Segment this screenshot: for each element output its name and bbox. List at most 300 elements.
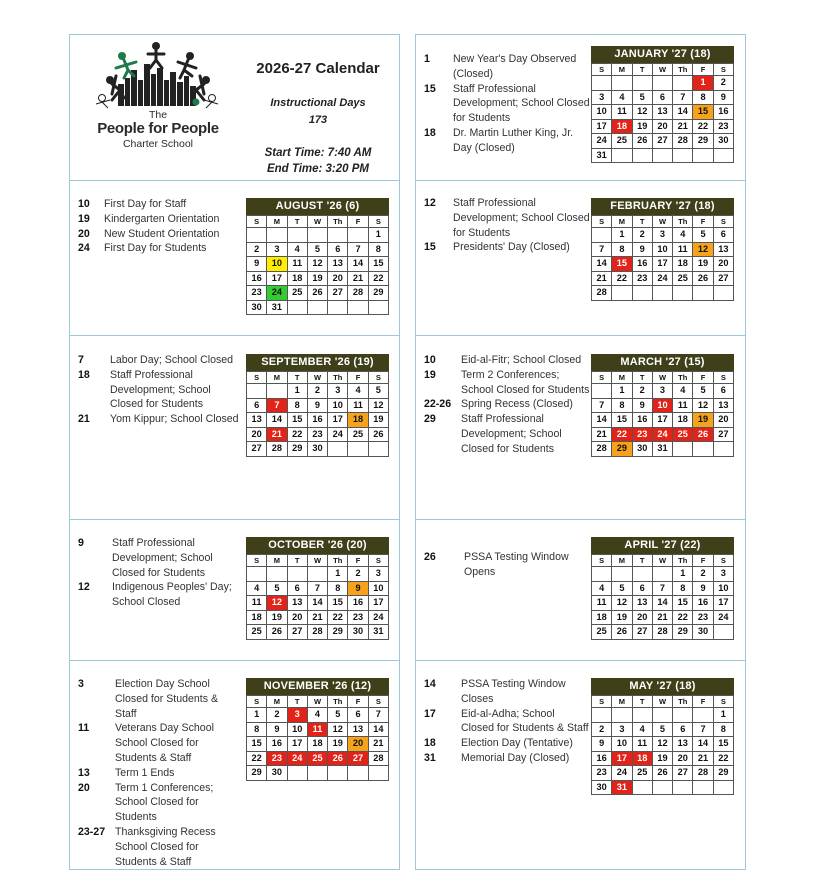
calendar-day: 19	[693, 257, 713, 272]
calendar-day: 20	[632, 610, 652, 625]
event-text: Labor Day; School Closed	[110, 354, 234, 366]
calendar-empty-cell	[713, 148, 733, 163]
weekday-header: S	[713, 372, 733, 384]
calendar-day: 3	[652, 384, 672, 399]
event-text: Staff Professional Development; School Closed for Students	[112, 537, 213, 579]
calendar-empty-cell	[693, 442, 713, 457]
event-date: 21	[78, 413, 90, 426]
event-date: 18	[78, 368, 90, 381]
event-date: 19	[424, 368, 436, 381]
event-item	[78, 825, 240, 869]
calendar-day: 31	[267, 300, 287, 315]
calendar-day: 16	[632, 257, 652, 272]
event-text: Term 2 Conferences; School Closed for Students	[461, 368, 590, 396]
event-date: 10	[78, 198, 90, 210]
weekday-header: S	[592, 64, 612, 76]
calendar-day: 14	[592, 413, 612, 428]
weekday-header: T	[632, 696, 652, 708]
calendar-empty-cell	[652, 76, 672, 91]
calendar-day: 31	[592, 148, 612, 163]
calendar-day: 4	[612, 90, 632, 105]
calendar-day: 29	[713, 766, 733, 781]
calendar-day: 3	[287, 708, 307, 723]
weekday-header: W	[307, 696, 327, 708]
calendar-day: 20	[328, 271, 348, 286]
event-text: Yom Kippur; School Closed	[110, 413, 239, 426]
calendar-empty-cell	[592, 567, 612, 582]
weekday-header: F	[693, 216, 713, 228]
calendar-day: 24	[612, 766, 632, 781]
calendar-empty-cell	[287, 228, 307, 243]
calendar-day: 23	[632, 427, 652, 442]
weekday-header: M	[612, 216, 632, 228]
calendar-day: 8	[247, 722, 267, 737]
calendar-day: 30	[267, 766, 287, 781]
calendar-day: 21	[267, 427, 287, 442]
calendar-day: 14	[693, 737, 713, 752]
calendar-day: 28	[673, 134, 693, 149]
calendar-day: 10	[287, 722, 307, 737]
calendar-day: 17	[713, 596, 733, 611]
calendar-day: 16	[592, 751, 612, 766]
event-item	[78, 353, 240, 368]
calendar-day: 9	[713, 90, 733, 105]
weekday-header: M	[612, 696, 632, 708]
weekday-header: Th	[328, 696, 348, 708]
event-item	[424, 82, 590, 126]
calendar-day: 11	[247, 596, 267, 611]
calendar-day: 28	[307, 625, 327, 640]
weekday-header: S	[713, 64, 733, 76]
event-date: 22-26	[424, 398, 452, 411]
calendar-day: 29	[693, 134, 713, 149]
event-text: Staff Professional Development; School Closed for Students	[110, 368, 211, 411]
calendar-day: 24	[592, 134, 612, 149]
calendar-day: 20	[652, 119, 672, 134]
calendar-empty-cell	[267, 228, 287, 243]
weekday-header: W	[652, 555, 672, 567]
calendar-day: 22	[328, 610, 348, 625]
calendar-day: 28	[592, 442, 612, 457]
calendar-empty-cell	[368, 766, 388, 781]
calendar-day: 7	[307, 581, 327, 596]
calendar-day: 18	[673, 413, 693, 428]
weekday-header: S	[592, 555, 612, 567]
weekday-header: S	[368, 555, 388, 567]
month-title: OCTOBER '26 (20)	[246, 537, 389, 554]
event-text: PSSA Testing Window Opens	[464, 551, 569, 578]
event-date: 20	[78, 781, 90, 794]
event-item	[78, 197, 240, 212]
calendar-day: 21	[673, 119, 693, 134]
weekday-header: W	[307, 372, 327, 384]
calendar-day: 3	[328, 384, 348, 399]
calendar-day: 18	[287, 271, 307, 286]
calendar-day: 21	[307, 610, 327, 625]
calendar-day: 11	[673, 398, 693, 413]
calendar-day: 19	[328, 737, 348, 752]
calendar-day: 17	[368, 596, 388, 611]
event-date: 12	[424, 197, 436, 209]
calendar-day: 14	[592, 257, 612, 272]
calendar-empty-cell	[328, 766, 348, 781]
calendar-day: 29	[368, 286, 388, 301]
weekday-header: S	[592, 696, 612, 708]
calendar-day: 7	[592, 242, 612, 257]
calendar-day: 13	[713, 242, 733, 257]
event-item	[78, 412, 240, 427]
calendar-day: 10	[368, 581, 388, 596]
event-item	[78, 212, 240, 227]
calendar-day: 17	[328, 413, 348, 428]
calendar-day: 23	[713, 119, 733, 134]
calendar-day: 14	[267, 413, 287, 428]
calendar-day: 20	[713, 257, 733, 272]
calendar-day: 27	[328, 286, 348, 301]
event-text: Thanksgiving Recess School Closed for Students & Staff	[115, 825, 216, 868]
calendar-empty-cell	[632, 286, 652, 301]
event-text: Presidents' Day (Closed)	[453, 241, 570, 254]
calendar-day: 10	[713, 581, 733, 596]
calendar-day: 12	[307, 257, 327, 272]
calendar-day: 25	[287, 286, 307, 301]
calendar-day: 11	[287, 257, 307, 272]
calendar-day: 6	[632, 581, 652, 596]
weekday-header: W	[652, 216, 672, 228]
calendar-day: 16	[693, 596, 713, 611]
calendar-empty-cell	[287, 567, 307, 582]
weekday-header: F	[693, 555, 713, 567]
weekday-header: W	[307, 555, 327, 567]
calendar-day: 1	[328, 567, 348, 582]
calendar-empty-cell	[348, 228, 368, 243]
calendar-day: 12	[368, 398, 388, 413]
weekday-header: M	[267, 696, 287, 708]
weekday-header: T	[287, 696, 307, 708]
calendar-day: 18	[348, 413, 368, 428]
calendar-empty-cell	[247, 228, 267, 243]
month-title: MARCH '27 (15)	[591, 354, 734, 371]
instructional-days-label: Instructional Days	[270, 97, 366, 109]
calendar-day: 30	[693, 625, 713, 640]
calendar-day: 21	[693, 751, 713, 766]
calendar-day: 11	[612, 105, 632, 120]
weekday-header: S	[713, 696, 733, 708]
weekday-header: S	[247, 372, 267, 384]
calendar-day: 15	[673, 596, 693, 611]
weekday-header: T	[632, 555, 652, 567]
calendar-day: 25	[673, 271, 693, 286]
weekday-header: Th	[673, 555, 693, 567]
calendar-day: 8	[713, 722, 733, 737]
event-text: Term 1 Conferences; School Closed for Students	[115, 781, 214, 824]
weekday-header: Th	[328, 372, 348, 384]
event-text: New Student Orientation	[104, 227, 220, 240]
calendar-day: 26	[307, 286, 327, 301]
calendar-mar	[591, 354, 734, 457]
event-text: Indigenous Peoples' Day; School Closed	[112, 581, 232, 609]
calendar-day: 11	[307, 722, 327, 737]
weekday-header: F	[348, 372, 368, 384]
event-date: 24	[78, 242, 90, 255]
calendar-empty-cell	[328, 442, 348, 457]
calendar-day: 21	[652, 610, 672, 625]
events-sep	[78, 353, 240, 427]
calendar-day: 21	[368, 737, 388, 752]
calendar-empty-cell	[307, 228, 327, 243]
calendar-day: 31	[652, 442, 672, 457]
calendar-empty-cell	[592, 708, 612, 723]
weekday-header: M	[612, 555, 632, 567]
calendar-day: 2	[267, 708, 287, 723]
event-date: 13	[78, 766, 90, 779]
events-mar	[424, 353, 590, 457]
event-date: 26	[424, 551, 436, 563]
calendar-empty-cell	[348, 442, 368, 457]
calendar-day: 4	[247, 581, 267, 596]
calendar-day: 17	[652, 257, 672, 272]
calendar-day: 13	[348, 722, 368, 737]
calendar-day: 22	[612, 427, 632, 442]
events-nov	[78, 677, 240, 869]
calendar-day: 1	[368, 228, 388, 243]
calendar-day: 10	[267, 257, 287, 272]
event-date: 29	[424, 413, 436, 426]
event-text: Dr. Martin Luther King, Jr. Day (Closed)	[453, 126, 574, 154]
calendar-day: 23	[247, 286, 267, 301]
month-title: AUGUST '26 (6)	[246, 198, 389, 215]
event-date: 31	[424, 751, 436, 764]
month-title: FEBRUARY '27 (18)	[591, 198, 734, 215]
event-item	[78, 580, 240, 610]
event-date: 18	[424, 737, 436, 750]
month-title: APRIL '27 (22)	[591, 537, 734, 554]
calendar-day: 9	[693, 581, 713, 596]
calendar-day: 30	[592, 780, 612, 795]
calendar-day: 28	[592, 286, 612, 301]
calendar-day: 2	[348, 567, 368, 582]
calendar-day: 13	[328, 257, 348, 272]
calendar-apr	[591, 537, 734, 640]
event-text: Spring Recess (Closed)	[461, 398, 573, 411]
calendar-day: 25	[307, 751, 327, 766]
event-item	[78, 766, 240, 781]
event-date: 11	[78, 722, 90, 735]
calendar-day: 12	[693, 398, 713, 413]
event-date: 10	[424, 354, 436, 366]
weekday-header: Th	[673, 64, 693, 76]
calendar-day: 27	[247, 442, 267, 457]
calendar-day: 3	[713, 567, 733, 582]
event-date: 20	[78, 227, 90, 240]
weekday-header: M	[267, 372, 287, 384]
calendar-day: 4	[592, 581, 612, 596]
event-item	[424, 52, 590, 82]
calendar-day: 16	[247, 271, 267, 286]
calendar-day: 28	[693, 766, 713, 781]
calendar-empty-cell	[267, 567, 287, 582]
calendar-empty-cell	[652, 780, 672, 795]
calendar-day: 2	[247, 242, 267, 257]
calendar-empty-cell	[673, 708, 693, 723]
calendar-day: 29	[612, 442, 632, 457]
calendar-day: 27	[713, 427, 733, 442]
event-item	[424, 550, 590, 580]
calendar-day: 23	[632, 271, 652, 286]
calendar-empty-cell	[307, 766, 327, 781]
calendar-day: 11	[632, 737, 652, 752]
weekday-header: S	[247, 555, 267, 567]
weekday-header: Th	[328, 216, 348, 228]
calendar-day: 1	[673, 567, 693, 582]
calendar-empty-cell	[713, 780, 733, 795]
weekday-header: Th	[673, 216, 693, 228]
events-apr	[424, 550, 590, 580]
calendar-day: 23	[348, 610, 368, 625]
event-date: 15	[424, 241, 436, 254]
weekday-header: Th	[328, 555, 348, 567]
calendar-empty-cell	[713, 286, 733, 301]
calendar-day: 7	[652, 581, 672, 596]
calendar-day: 4	[287, 242, 307, 257]
weekday-header: T	[287, 372, 307, 384]
calendar-day: 19	[652, 751, 672, 766]
event-text: Memorial Day (Closed)	[461, 751, 570, 764]
calendar-empty-cell	[247, 384, 267, 399]
event-item	[424, 353, 590, 368]
event-item	[78, 677, 240, 721]
calendar-aug	[246, 198, 389, 315]
calendar-day: 8	[328, 581, 348, 596]
calendar-empty-cell	[693, 148, 713, 163]
event-text: Term 1 Ends	[115, 766, 175, 779]
calendar-may	[591, 678, 734, 795]
calendar-day: 15	[693, 105, 713, 120]
calendar-feb	[591, 198, 734, 301]
calendar-day: 27	[287, 625, 307, 640]
calendar-day: 29	[673, 625, 693, 640]
weekday-header: M	[612, 372, 632, 384]
calendar-day: 15	[368, 257, 388, 272]
weekday-header: W	[652, 64, 672, 76]
calendar-day: 9	[307, 398, 327, 413]
calendar-day: 5	[307, 242, 327, 257]
event-date: 23-27	[78, 825, 106, 838]
event-date: 1	[424, 53, 430, 65]
calendar-day: 26	[328, 751, 348, 766]
calendar-day: 5	[368, 384, 388, 399]
calendar-empty-cell	[612, 76, 632, 91]
calendar-day: 2	[592, 722, 612, 737]
calendar-empty-cell	[673, 442, 693, 457]
calendar-empty-cell	[592, 228, 612, 243]
calendar-day: 27	[348, 751, 368, 766]
calendar-day: 3	[652, 228, 672, 243]
calendar-day: 9	[632, 398, 652, 413]
calendar-day: 7	[368, 708, 388, 723]
calendar-day: 5	[328, 708, 348, 723]
weekday-header: Th	[673, 372, 693, 384]
calendar-day: 30	[713, 134, 733, 149]
calendar-day: 19	[612, 610, 632, 625]
calendar-day: 3	[267, 242, 287, 257]
event-item	[78, 368, 240, 412]
calendar-day: 13	[713, 398, 733, 413]
calendar-day: 29	[287, 442, 307, 457]
event-text: Election Day (Tentative)	[461, 737, 573, 750]
calendar-day: 8	[287, 398, 307, 413]
calendar-day: 14	[652, 596, 672, 611]
event-item	[78, 721, 240, 765]
calendar-day: 28	[267, 442, 287, 457]
calendar-day: 28	[652, 625, 672, 640]
calendar-empty-cell	[673, 780, 693, 795]
events-jan	[424, 52, 590, 156]
calendar-day: 7	[592, 398, 612, 413]
calendar-day: 16	[632, 413, 652, 428]
calendar-day: 24	[652, 271, 672, 286]
calendar-day: 6	[348, 708, 368, 723]
calendar-empty-cell	[612, 286, 632, 301]
calendar-day: 27	[652, 134, 672, 149]
calendar-empty-cell	[652, 148, 672, 163]
calendar-day: 26	[612, 625, 632, 640]
weekday-header: F	[693, 696, 713, 708]
calendar-day: 9	[632, 242, 652, 257]
end-time: End Time: 3:20 PM	[266, 163, 370, 175]
calendar-day: 11	[673, 242, 693, 257]
calendar-day: 6	[287, 581, 307, 596]
event-text: Kindergarten Orientation	[104, 212, 220, 225]
calendar-day: 1	[612, 384, 632, 399]
event-date: 3	[78, 678, 84, 690]
calendar-empty-cell	[652, 708, 672, 723]
weekday-header: S	[713, 216, 733, 228]
calendar-day: 7	[673, 90, 693, 105]
event-date: 14	[424, 678, 436, 690]
calendar-day: 18	[247, 610, 267, 625]
calendar-day: 31	[368, 625, 388, 640]
event-item	[78, 227, 240, 242]
calendar-day: 15	[328, 596, 348, 611]
calendar-empty-cell	[632, 148, 652, 163]
event-date: 15	[424, 82, 436, 95]
calendar-day: 16	[267, 737, 287, 752]
calendar-day: 30	[307, 442, 327, 457]
calendar-day: 14	[368, 722, 388, 737]
calendar-oct	[246, 537, 389, 640]
event-item	[424, 126, 590, 156]
calendar-empty-cell	[612, 148, 632, 163]
weekday-header: F	[693, 64, 713, 76]
calendar-day: 18	[592, 610, 612, 625]
calendar-day: 11	[348, 398, 368, 413]
calendar-day: 10	[592, 105, 612, 120]
calendar-day: 10	[652, 242, 672, 257]
calendar-day: 7	[267, 398, 287, 413]
event-text: First Day for Staff	[104, 198, 187, 210]
calendar-day: 2	[693, 567, 713, 582]
weekday-header: M	[612, 64, 632, 76]
calendar-day: 1	[247, 708, 267, 723]
calendar-day: 22	[247, 751, 267, 766]
calendar-day: 5	[652, 722, 672, 737]
calendar-empty-cell	[632, 780, 652, 795]
calendar-day: 7	[348, 242, 368, 257]
event-item	[424, 196, 590, 240]
month-title: JANUARY '27 (18)	[591, 46, 734, 63]
weekday-header: S	[592, 216, 612, 228]
